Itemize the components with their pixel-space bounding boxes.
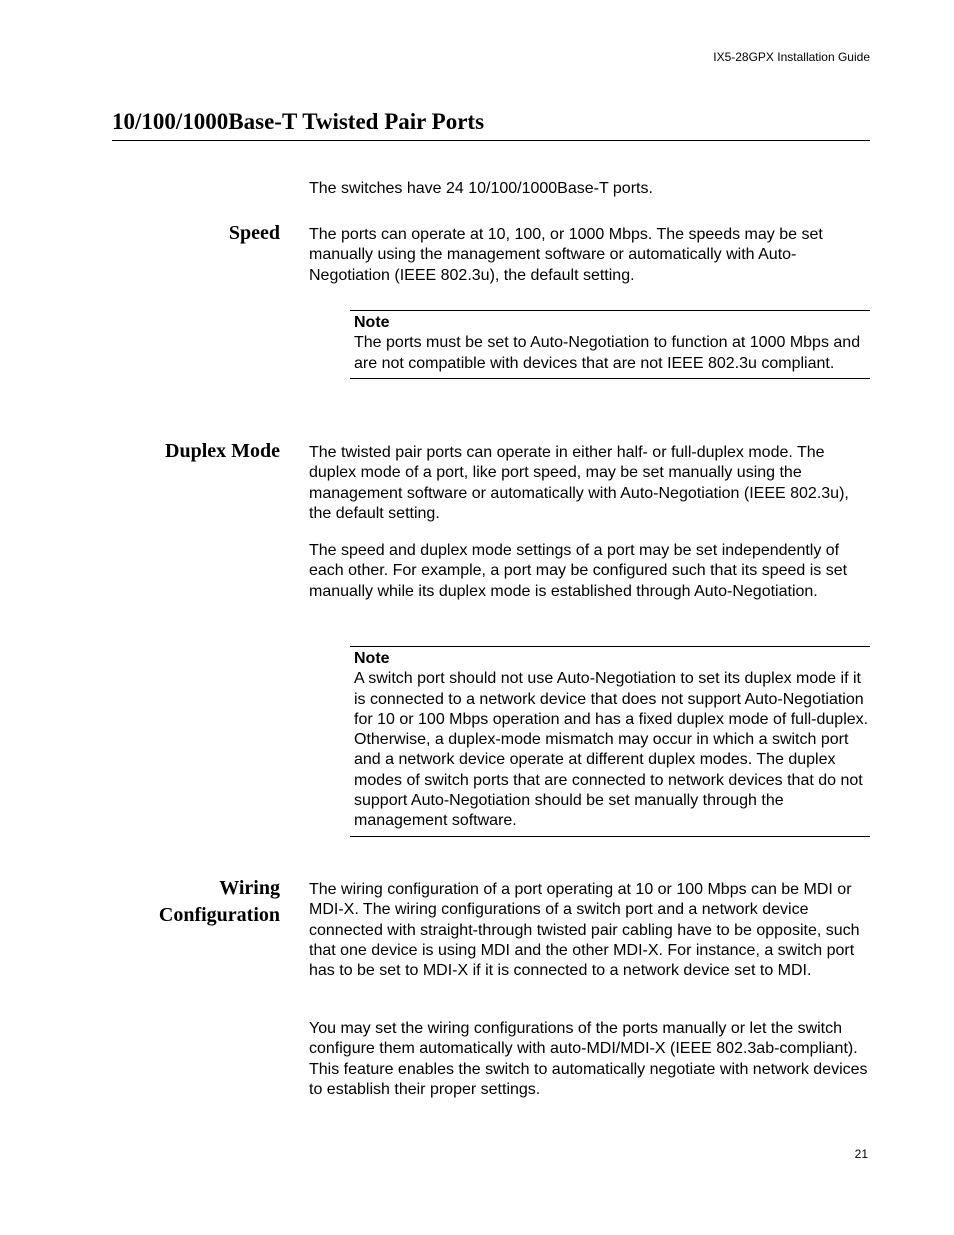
running-header: IX5-28GPX Installation Guide: [713, 50, 870, 64]
speed-note: [350, 310, 870, 379]
wiring-configuration-heading: [159, 875, 280, 929]
speed-heading: Speed: [228, 222, 280, 244]
intro-paragraph: The switches have 24 10/100/1000Base-T ports.: [309, 180, 653, 197]
note-label: Note: [354, 650, 390, 667]
duplex-mode-heading: Duplex Mode: [165, 440, 280, 462]
page-number: 21: [854, 1147, 868, 1161]
wiring-heading-line-2: Configuration: [158, 904, 280, 926]
wiring-heading-line-1: Wiring: [219, 877, 280, 899]
note-text: The ports must be set to Auto-Negotiation to function at 1000 Mbps and are not compatible with devices that are not IEEE 802.3u compliant.: [354, 334, 861, 372]
duplex-paragraph-1: The twisted pair ports can operate in either half- or full-duplex mode. The duplex mode of a port, like port speed, may be set manually using the management software or automatically with Auto-Negotiation (IEEE 802.3u), the default setting.: [309, 444, 849, 522]
duplex-paragraph-2: The speed and duplex mode settings of a port may be set independently of each other. For example, a port may be configured such that its speed is set manually while its duplex mode is established through Auto-Negotiation.: [309, 542, 848, 600]
duplex-note: [350, 646, 870, 837]
title-divider: [112, 140, 870, 141]
page-title: 10/100/1000Base-T Twisted Pair Ports: [112, 109, 485, 134]
note-text: A switch port should not use Auto-Negotiation to set its duplex mode if it is connected to a network device that does not support Auto-Negotiation for 10 or 100 Mbps operation and has a fixed duplex mode of full-duplex. Otherwise, a duplex-mode mismatch may occur in which a switch port and a network device operate at different duplex modes. The duplex modes of switch ports that are connected to network devices that do not support Auto-Negotiation should be set manually through the management software.: [354, 670, 869, 830]
note-label: Note: [354, 314, 390, 331]
wiring-paragraph-1: The wiring configuration of a port operating at 10 or 100 Mbps can be MDI or MDI-X. The wiring configurations of a switch port and a network device connected with straight-through twisted pair cabling have to be opposite, such that one device is using MDI and the other MDI-X. For instance, a switch port has to be set to MDI-X if it is connected to a network device set to MDI.: [309, 881, 860, 980]
speed-paragraph: The ports can operate at 10, 100, or 1000 Mbps. The speeds may be set manually using the management software or automatically with Auto-Negotiation (IEEE 802.3u), the default setting.: [309, 226, 823, 284]
wiring-paragraph-2: You may set the wiring configurations of the ports manually or let the switch configure them automatically with auto-MDI/MDI-X (IEEE 802.3ab-compliant). This feature enables the switch to automatically negotiate with network devices to establish their proper settings.: [309, 1020, 868, 1098]
